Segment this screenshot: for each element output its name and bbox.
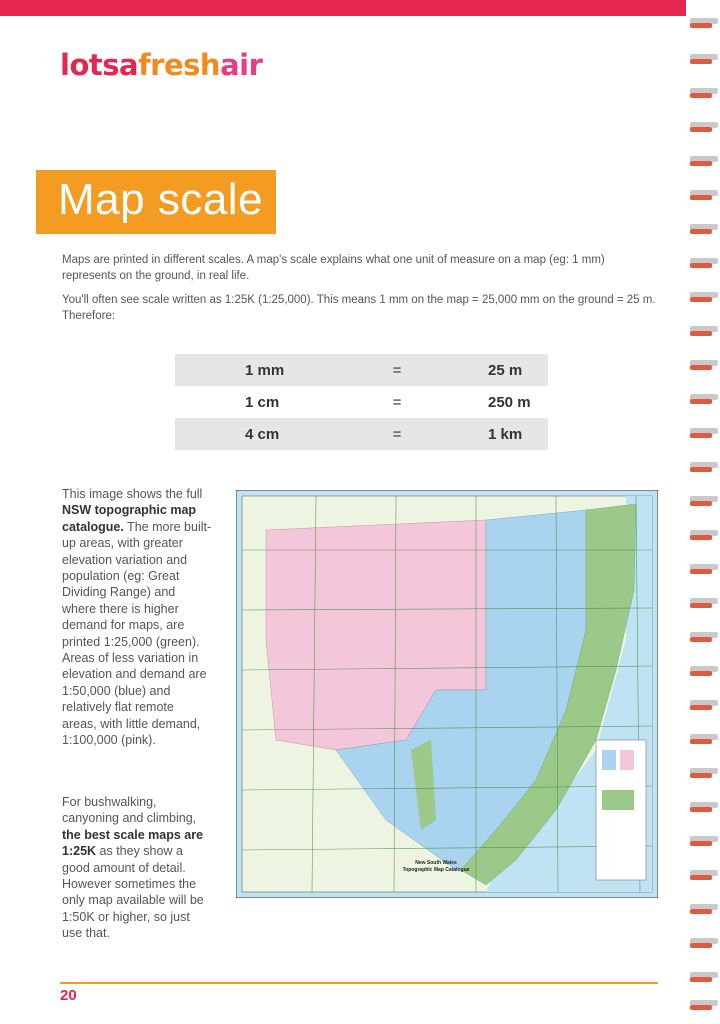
brand-logo bbox=[60, 48, 262, 82]
intro-paragraph-1: Maps are printed in different scales. A map's scale explains what one unit of measure on a map (eg: 1 mm) represents on the ground, in real life. bbox=[62, 254, 605, 282]
binding-ring bbox=[690, 360, 718, 366]
logo-part-3: air bbox=[220, 48, 263, 82]
map-unit: 1 cm bbox=[245, 393, 280, 411]
map-unit: 1 mm bbox=[175, 354, 366, 386]
scale-advice-emphasis: the best scale maps are 1:25K bbox=[62, 827, 204, 859]
binding-ring bbox=[690, 156, 718, 162]
text-run: as they show a good amount of detail. However sometimes the only map available will be 1:50K or higher, so just use that. bbox=[62, 844, 204, 941]
scale-row bbox=[175, 354, 548, 386]
legend-swatch-blue bbox=[602, 750, 616, 770]
equals-sign: = bbox=[392, 393, 402, 411]
nsw-topographic-map bbox=[236, 490, 658, 898]
binding-ring bbox=[690, 734, 718, 740]
text-run: This image shows the full bbox=[62, 487, 203, 501]
binding-ring bbox=[690, 88, 718, 94]
scale-advice bbox=[62, 794, 212, 942]
map-unit: 4 cm bbox=[175, 418, 366, 450]
binding-ring bbox=[690, 836, 718, 842]
binding-ring bbox=[690, 292, 718, 298]
binding-ring bbox=[690, 224, 718, 230]
binding-ring bbox=[690, 564, 718, 570]
legend-swatch-pink bbox=[620, 750, 634, 770]
binding-ring bbox=[690, 870, 718, 876]
binding-ring bbox=[690, 632, 718, 638]
binding-ring bbox=[690, 190, 718, 196]
ground-distance: 1 km bbox=[428, 418, 548, 450]
binding-ring bbox=[690, 496, 718, 502]
binding-ring bbox=[690, 972, 718, 978]
binding-ring bbox=[690, 598, 718, 604]
text-run: For bushwalking, canyoning and climbing, bbox=[62, 795, 197, 826]
equals-sign: = bbox=[366, 354, 428, 386]
scale-row bbox=[175, 418, 548, 450]
legend-swatch-green bbox=[602, 790, 634, 810]
ground-distance: 25 m bbox=[428, 354, 548, 386]
spiral-binding bbox=[686, 0, 720, 1024]
binding-ring bbox=[690, 530, 718, 536]
top-accent-bar bbox=[0, 0, 686, 16]
binding-ring bbox=[690, 462, 718, 468]
binding-ring bbox=[690, 428, 718, 434]
binding-ring bbox=[690, 768, 718, 774]
binding-ring bbox=[690, 18, 718, 24]
binding-ring bbox=[690, 394, 718, 400]
binding-ring bbox=[690, 54, 718, 60]
scale-table bbox=[175, 354, 548, 450]
binding-ring bbox=[690, 122, 718, 128]
scale-row bbox=[175, 386, 548, 418]
intro-paragraph-2: You'll often see scale written as 1:25K (1:25,000). This means 1 mm on the map = 25,000 mm on the ground = 25 m. Therefore: bbox=[62, 294, 656, 322]
equals-sign: = bbox=[366, 418, 428, 450]
page-number: 20 bbox=[60, 987, 77, 1004]
footer-rule bbox=[60, 982, 658, 984]
binding-ring bbox=[690, 802, 718, 808]
catalogue-emphasis: NSW topographic map catalogue. bbox=[62, 503, 197, 534]
catalogue-description bbox=[62, 486, 212, 749]
binding-ring bbox=[690, 700, 718, 706]
map-title-line-2: Topographic Map Catalogue bbox=[402, 867, 470, 873]
binding-ring bbox=[690, 938, 718, 944]
logo-part-1: lotsa bbox=[60, 48, 139, 82]
page-title: Map scale bbox=[58, 175, 264, 224]
binding-ring bbox=[690, 258, 718, 264]
map-title-line-1: New South Wales bbox=[415, 860, 457, 866]
binding-ring bbox=[690, 1000, 718, 1006]
ground-distance: 250 m bbox=[488, 393, 531, 411]
logo-part-2: fresh bbox=[138, 48, 221, 82]
binding-ring bbox=[690, 904, 718, 910]
text-run: The more built-up areas, with greater elevation variation and population (eg: Great Dividing Range) and where there is higher demand for maps, are printed 1:25,000 (green). Areas of less variation in elevation and demand are 1:50,000 (blue) and relatively flat remote areas, with little demand, 1:100,000 (pink). bbox=[62, 519, 212, 748]
binding-ring bbox=[690, 326, 718, 332]
binding-ring bbox=[690, 666, 718, 672]
